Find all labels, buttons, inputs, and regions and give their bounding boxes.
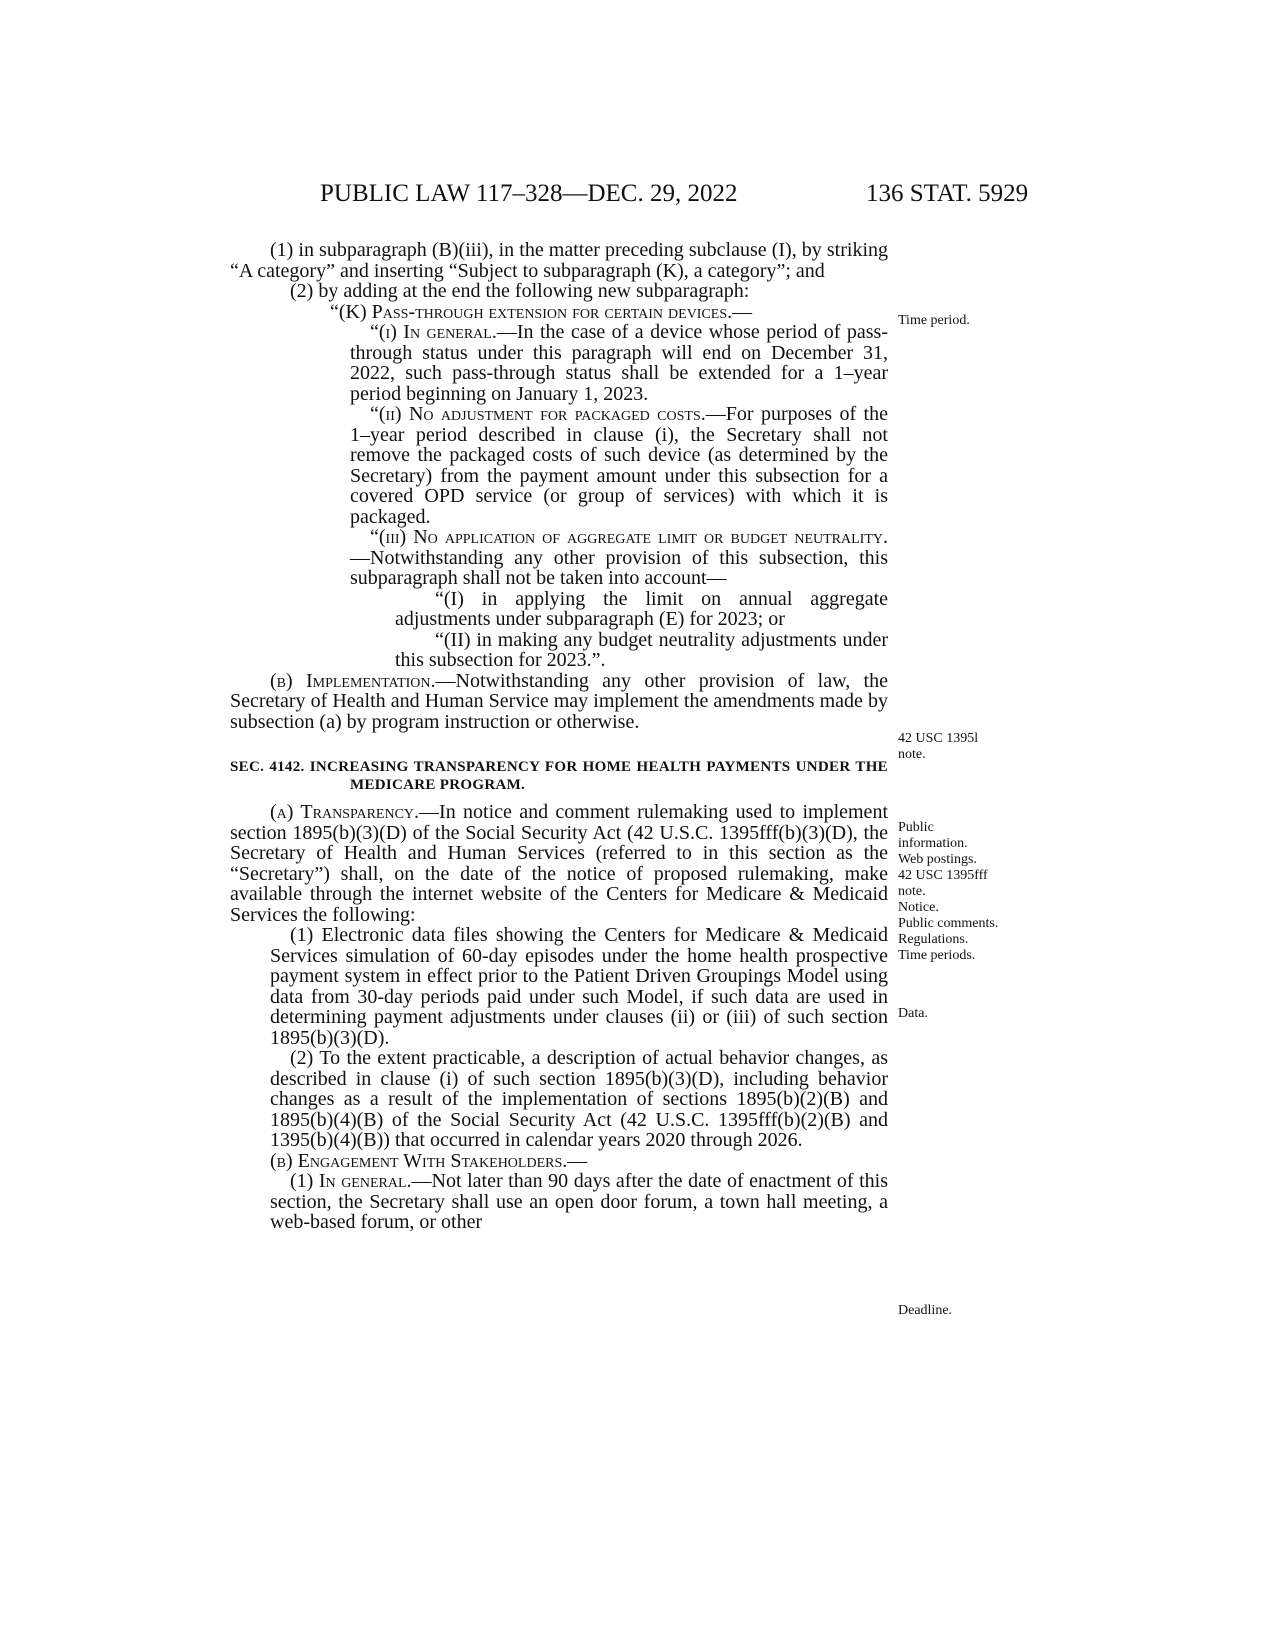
clause-ii-heading: “(ii) No adjustment for packaged costs.: [370, 403, 706, 425]
engagement-heading: (b) Engagement With Stakeholders.—: [270, 1149, 588, 1172]
paragraph-b1-heading: (1) In general.: [290, 1170, 412, 1192]
margin-note-usc-1395l: [898, 731, 978, 763]
margin-note-usc-1395fff: 42 USC 1395fff: [898, 868, 988, 883]
subsection-b: [230, 671, 888, 733]
subsection-a: [230, 802, 888, 925]
clause-ii-text: —For purposes of the 1–year period described in clause (i), the Secretary shall not remove the packaged costs of such device (as determined by the Secretary) from the payment amount under this subsection for a covered OPD service (or group of services) with which it is packaged.: [350, 403, 888, 528]
margin-note-web-postings: Web postings.: [898, 852, 977, 867]
margin-note-note: note.: [898, 884, 926, 899]
subsection-a-text: —In notice and comment rulemaking used to implement section 1895(b)(3)(D) of the Social Security Act (42 U.S.C. 1395fff(b)(3)(D), the Secretary of Health and Human Services (referred to in this section as the “Secretary”) shall, on the date of the notice of proposed rulemaking, make available through the internet website of the Centers for Medicare & Medicaid Services the following:: [230, 801, 888, 926]
margin-note-block-sec-4142: [898, 820, 998, 964]
clause-i: [230, 322, 888, 404]
clause-iii: [230, 527, 888, 589]
subclause-I: “(I) in applying the limit on annual aggregate adjustments under subparagraph (E) for 2023; or: [395, 587, 888, 630]
margin-note-deadline: Deadline.: [898, 1303, 953, 1318]
subparagraph-k-title: “(K) Pass-through extension for certain devices.—: [330, 300, 753, 323]
subclause-II: “(II) in making any budget neutrality adjustments under this subsection for 2023.”.: [395, 628, 888, 671]
paragraph-2: (2) by adding at the end the following new subparagraph:: [290, 280, 750, 302]
margin-note-time-periods: Time periods.: [898, 948, 976, 963]
paragraph-b1-text: —Not later than 90 days after the date of enactment of this section, the Secretary shall use an open door forum, a town hall meeting, a web-based forum, or other: [270, 1170, 889, 1233]
section-4142-title: SEC. 4142. INCREASING TRANSPARENCY FOR HOME HEALTH PAYMENTS UNDER THE MEDICARE PROGRAM.: [230, 759, 888, 793]
clause-iii-heading: “(iii) No application of aggregate limit or budget neutrality.: [370, 526, 888, 548]
margin-note-public: Public: [898, 820, 934, 835]
subsection-b-text: —Notwithstanding any other provision of law, the Secretary of Health and Human Service may implement the amendments made by subsection (a) by program instruction or otherwise.: [230, 669, 888, 733]
clause-ii: [230, 404, 888, 527]
clause-i-text: —In the case of a device whose period of pass-through status under this paragraph will end on December 31, 2022, such pass-through status shall be extended for a 1–year period beginning on January 1, 2023.: [350, 321, 888, 405]
subsection-a-heading: (a) Transparency.: [270, 801, 420, 823]
margin-note-usc-1395l-cite: 42 USC 1395l: [898, 731, 979, 746]
margin-note-regulations: Regulations.: [898, 932, 969, 947]
clause-iii-text: —Notwithstanding any other provision of this subsection, this subparagraph shall not be taken into account—: [350, 546, 888, 589]
margin-note-data: Data.: [898, 1006, 928, 1021]
paragraph-b1: [230, 1171, 888, 1233]
margin-note-public-comments: Public comments.: [898, 916, 999, 931]
clause-i-heading: “(i) In general.: [370, 321, 497, 343]
subparagraph-k-heading: [230, 302, 888, 323]
margin-note-time-period: Time period.: [898, 313, 970, 328]
subsection-b-engagement: [230, 1151, 888, 1172]
margin-note-usc-1395l-note: note.: [898, 747, 926, 762]
paragraph-1: (1) in subparagraph (B)(iii), in the matter preceding subclause (I), by striking “A category” and inserting “Subject to subparagraph (K), a category”; and: [230, 239, 888, 282]
running-header-left: PUBLIC LAW 117–328—DEC. 29, 2022: [320, 180, 738, 207]
subsection-b-heading: (b) Implementation.: [270, 669, 436, 692]
margin-note-notice: Notice.: [898, 900, 939, 915]
running-header-page: 136 STAT. 5929: [866, 180, 1029, 207]
paragraph-a1: (1) Electronic data files showing the Centers for Medicare & Medicaid Services simulation of 60-day episodes under the home health prospective payment system in effect prior to the Patient Driven Groupings Model using data from 30-day periods paid under such Model, if such data are used in determining payment adjustments under clauses (ii) or (iii) of such section 1895(b)(3)(D).: [270, 924, 888, 1049]
margin-note-information: information.: [898, 836, 968, 851]
paragraph-a2: (2) To the extent practicable, a description of actual behavior changes, as described in clause (i) of such section 1895(b)(3)(D), including behavior changes as a result of the implementation of sections 1895(b)(2)(B) and 1895(b)(4)(B) of the Social Security Act (42 U.S.C. 1395fff(b)(2)(B) and 1395(b)(4)(B)) that occurred in calendar years 2020 through 2026.: [270, 1047, 888, 1151]
statute-body: [230, 240, 888, 1233]
